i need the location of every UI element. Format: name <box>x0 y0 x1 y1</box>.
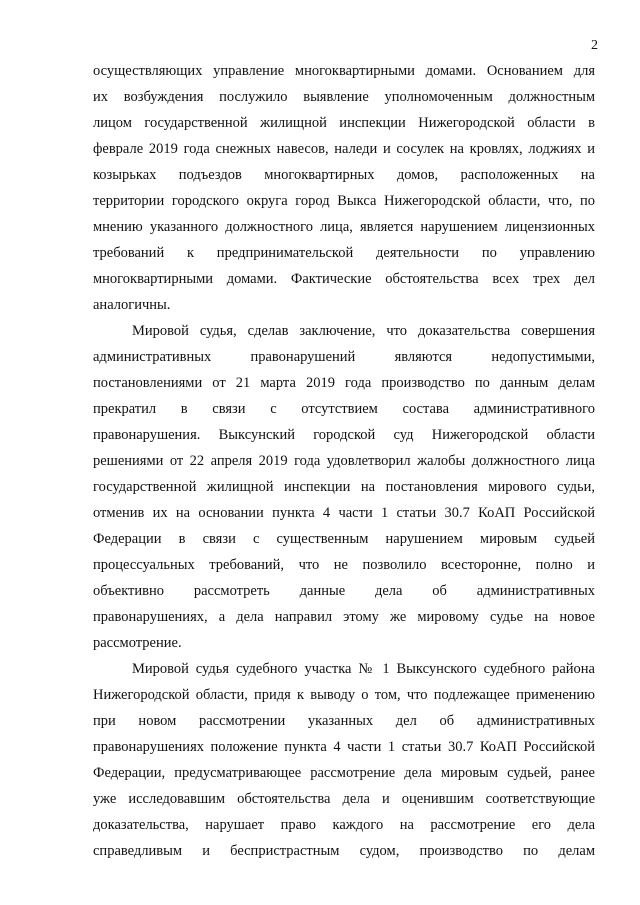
text-line: феврале 2019 года снежных навесов, наледи и сосулек на кровлях, лоджиях и <box>93 141 595 157</box>
text-line: при новом рассмотрении указанных дел об административных <box>93 713 595 729</box>
text-line: постановлениями от 21 марта 2019 года производство по данным делам <box>93 375 595 391</box>
text-line: решениями от 22 апреля 2019 года удовлетворил жалобы должностного лица <box>93 453 595 469</box>
text-line: Федерации, предусматривающее рассмотрение дела мировым судьей, ранее <box>93 765 595 781</box>
text-line: процессуальных требований, что не позволило всесторонне, полно и <box>93 557 595 573</box>
text-line: правонарушения. Выксунский городской суд Нижегородской области <box>93 427 595 443</box>
text-line: требований к предпринимательской деятельности по управлению <box>93 245 595 261</box>
page-number: 2 <box>591 38 598 53</box>
text-line: осуществляющих управление многоквартирными домами. Основанием для <box>93 63 595 79</box>
text-line: прекратил в связи с отсутствием состава административного <box>93 401 595 417</box>
text-line: их возбуждения послужило выявление уполномоченным должностным <box>93 89 595 105</box>
text-line: мнению указанного должностного лица, является нарушением лицензионных <box>93 219 595 235</box>
text-line: справедливым и беспристрастным судом, производство по делам <box>93 843 595 859</box>
text-line: административных правонарушений являются недопустимыми, <box>93 349 595 365</box>
text-line: Федерации в связи с существенным нарушением мировым судьей <box>93 531 595 547</box>
text-line: территории городского округа город Выкса Нижегородской области, что, по <box>93 193 595 209</box>
text-line: государственной жилищной инспекции на постановления мирового судьи, <box>93 479 595 495</box>
text-line: Мировой судья судебного участка № 1 Выксунского судебного района <box>132 661 595 677</box>
text-line: аналогичны. <box>93 297 171 313</box>
text-line: объективно рассмотреть данные дела об административных <box>93 583 595 599</box>
text-line: Нижегородской области, придя к выводу о том, что подлежащее применению <box>93 687 595 703</box>
text-line: лицом государственной жилищной инспекции Нижегородской области в <box>93 115 595 131</box>
text-line: рассмотрение. <box>93 635 182 651</box>
text-line: Мировой судья, сделав заключение, что доказательства совершения <box>132 323 595 339</box>
text-line: доказательства, нарушает право каждого на рассмотрение его дела <box>93 817 595 833</box>
text-line: многоквартирными домами. Фактические обстоятельства всех трех дел <box>93 271 595 287</box>
text-line: козырьках подъездов многоквартирных домов, расположенных на <box>93 167 595 183</box>
text-line: правонарушениях, а дела направил этому же мировому судье на новое <box>93 609 595 625</box>
text-line: правонарушениях положение пункта 4 части 1 статьи 30.7 КоАП Российской <box>93 739 595 755</box>
text-line: уже исследовавшим обстоятельства дела и оценившим соответствующие <box>93 791 595 807</box>
text-line: отменив их на основании пункта 4 части 1 статьи 30.7 КоАП Российской <box>93 505 595 521</box>
